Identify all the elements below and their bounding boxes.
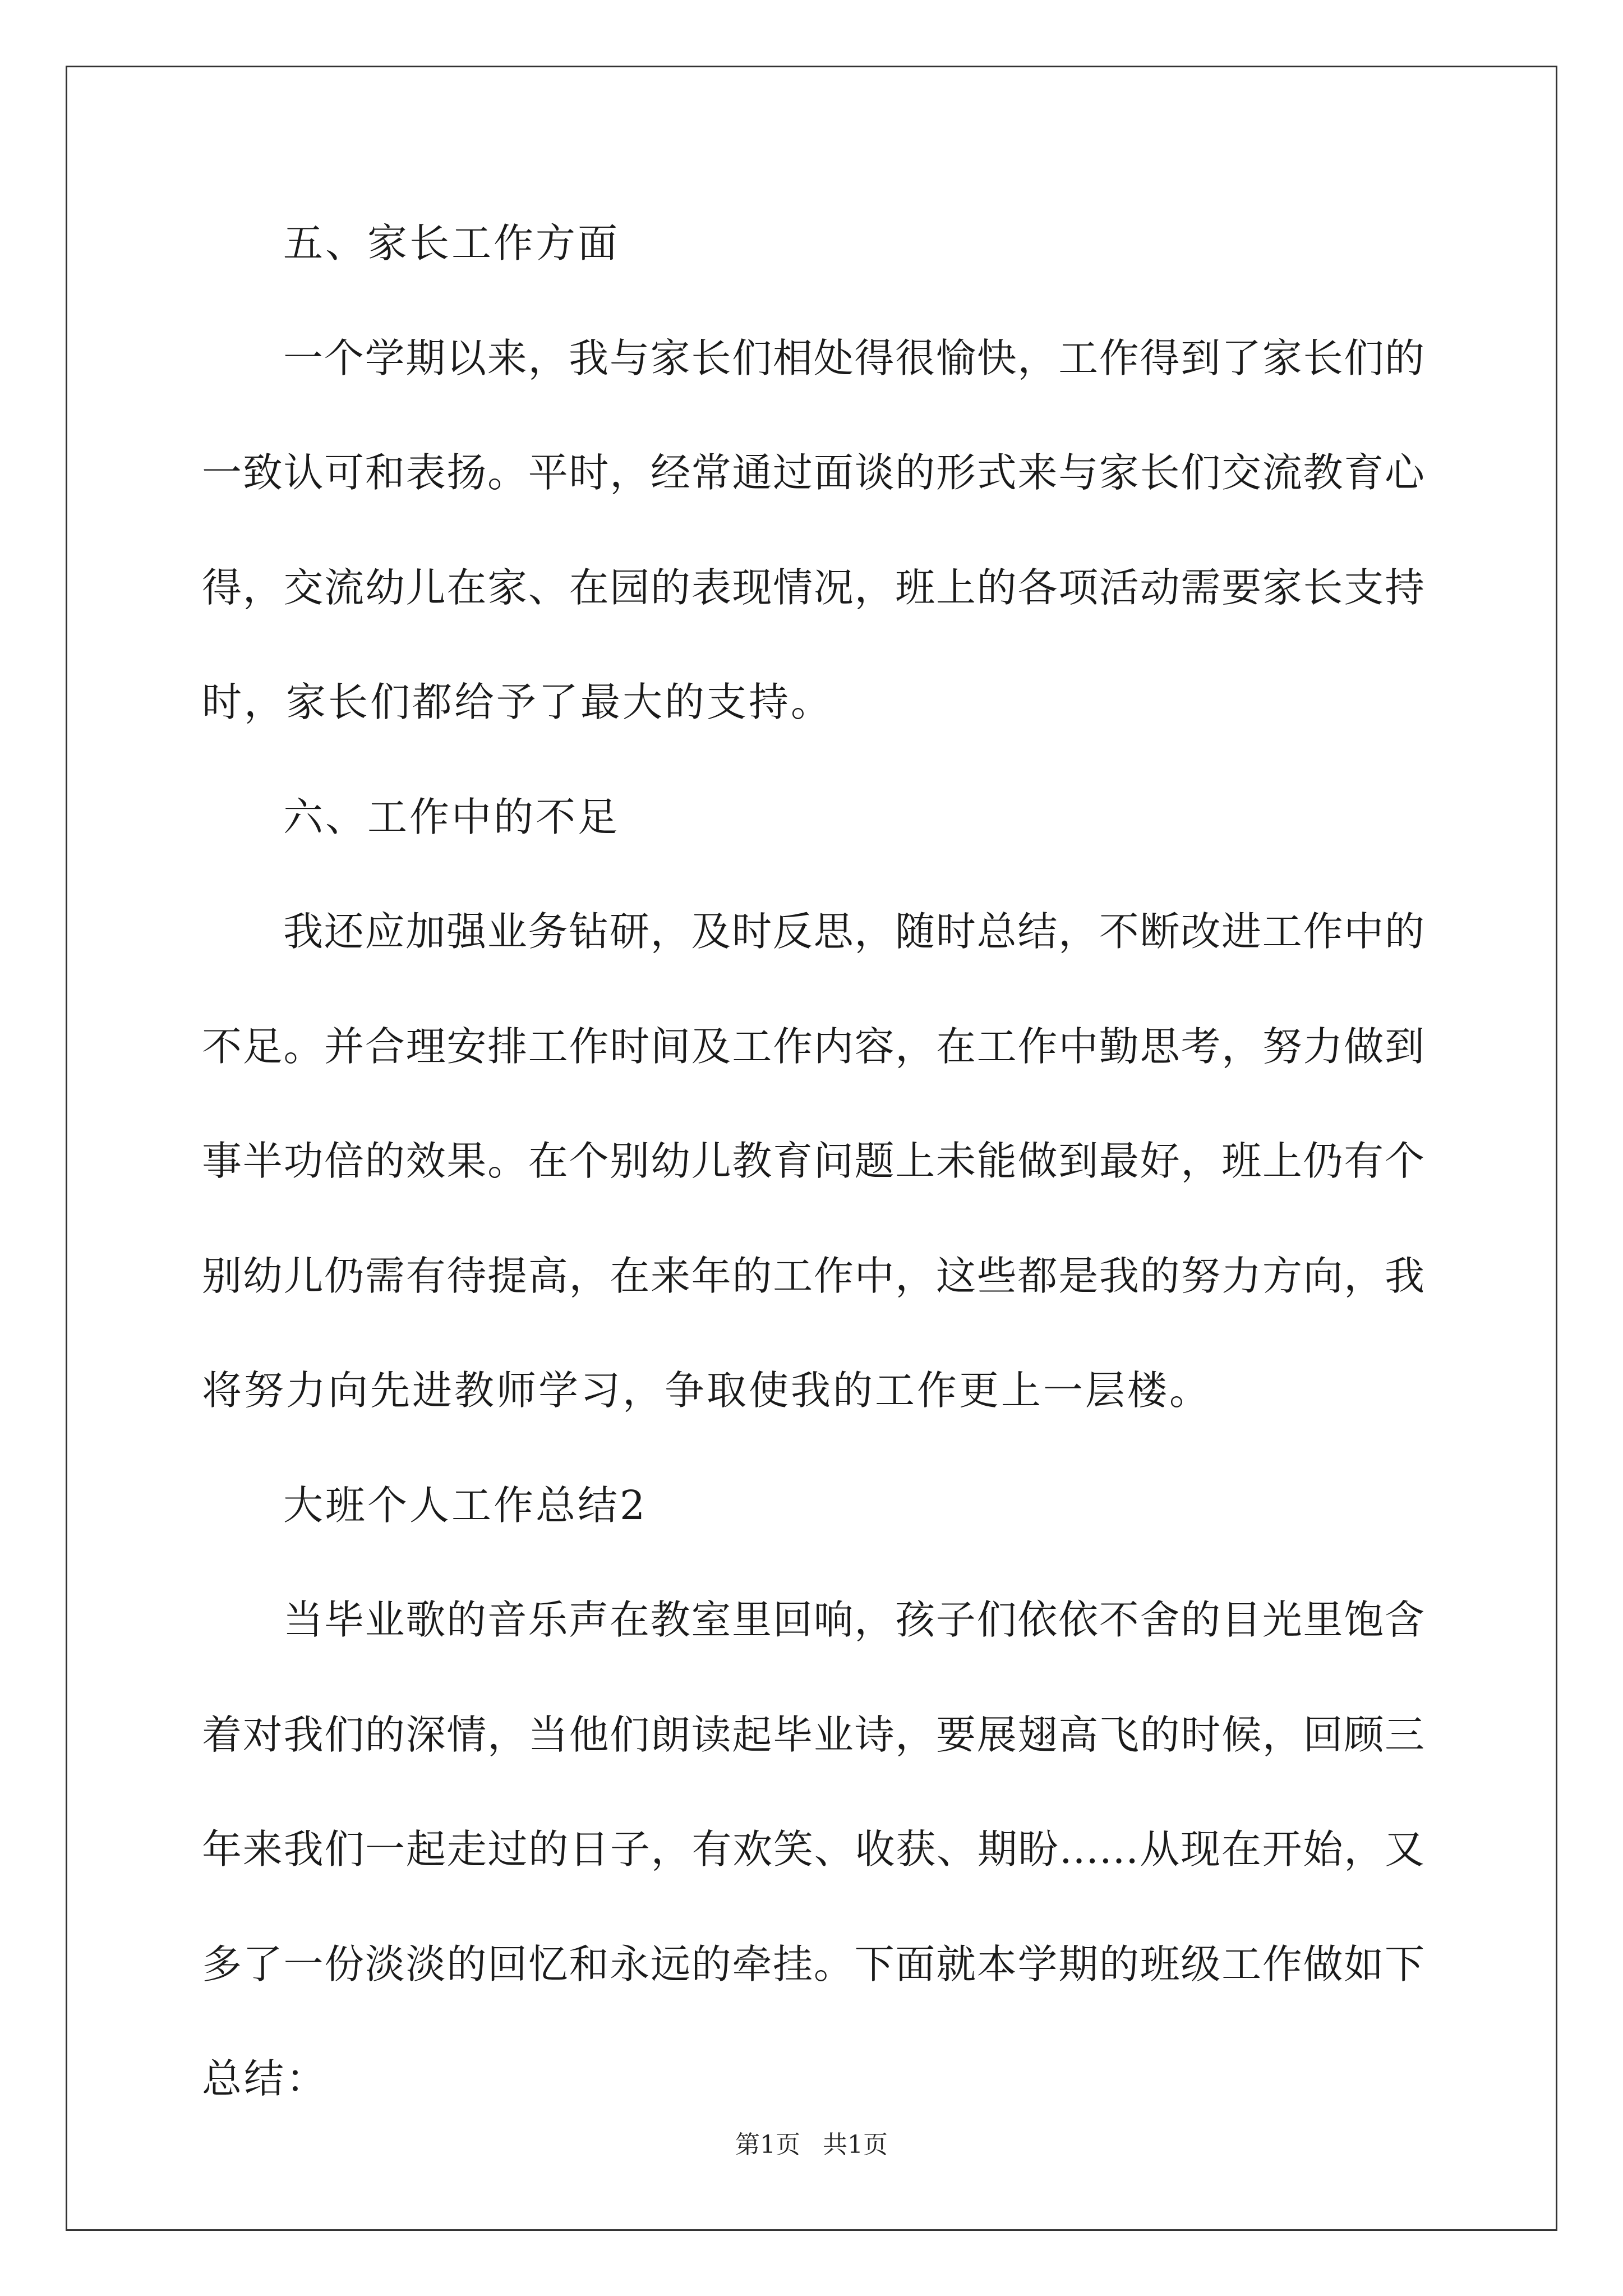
paragraph-line: 多了一份淡淡的回忆和永远的牵挂。下面就本学期的班级工作做如下 [202,1941,1424,1987]
paragraph-line: 事半功倍的效果。在个别幼儿教育问题上未能做到最好，班上仍有个 [202,1138,1424,1184]
paragraph-line: 年来我们一起走过的日子，有欢笑、收获、期盼……从现在开始，又 [202,1826,1424,1872]
paragraph-line: 我还应加强业务钻研，及时反思，随时总结，不断改进工作中的 [283,908,1424,955]
paragraph-line: 得，交流幼儿在家、在园的表现情况，班上的各项活动需要家长支持 [202,564,1424,611]
paragraph-line: 当毕业歌的音乐声在教室里回响，孩子们依依不舍的目光里饱含 [283,1596,1424,1643]
paragraph-line: 着对我们的深情，当他们朗读起毕业诗，要展翅高飞的时候，回顾三 [202,1711,1424,1758]
section-heading-shortcomings: 六、工作中的不足 [283,794,620,840]
page-number: 第1页 [735,2131,800,2159]
paragraph-line: 一致认可和表扬。平时，经常通过面谈的形式来与家长们交流教育心 [202,449,1424,496]
section-title-summary-2: 大班个人工作总结2 [283,1482,648,1529]
paragraph-line: 将努力向先进教师学习，争取使我的工作更上一层楼。 [202,1367,1212,1414]
page-footer [0,2133,1623,2157]
section-heading-parent-work: 五、家长工作方面 [283,220,620,266]
paragraph-line: 时，家长们都给予了最大的支持。 [202,679,833,725]
paragraph-line: 总结： [202,2055,329,2102]
paragraph-line: 一个学期以来，我与家长们相处得很愉快，工作得到了家长们的 [283,335,1424,381]
paragraph-line: 别幼儿仍需有待提高，在来年的工作中，这些都是我的努力方向，我 [202,1253,1424,1299]
page-total: 共1页 [823,2131,888,2159]
paragraph-line: 不足。并合理安排工作时间及工作内容，在工作中勤思考，努力做到 [202,1023,1424,1070]
